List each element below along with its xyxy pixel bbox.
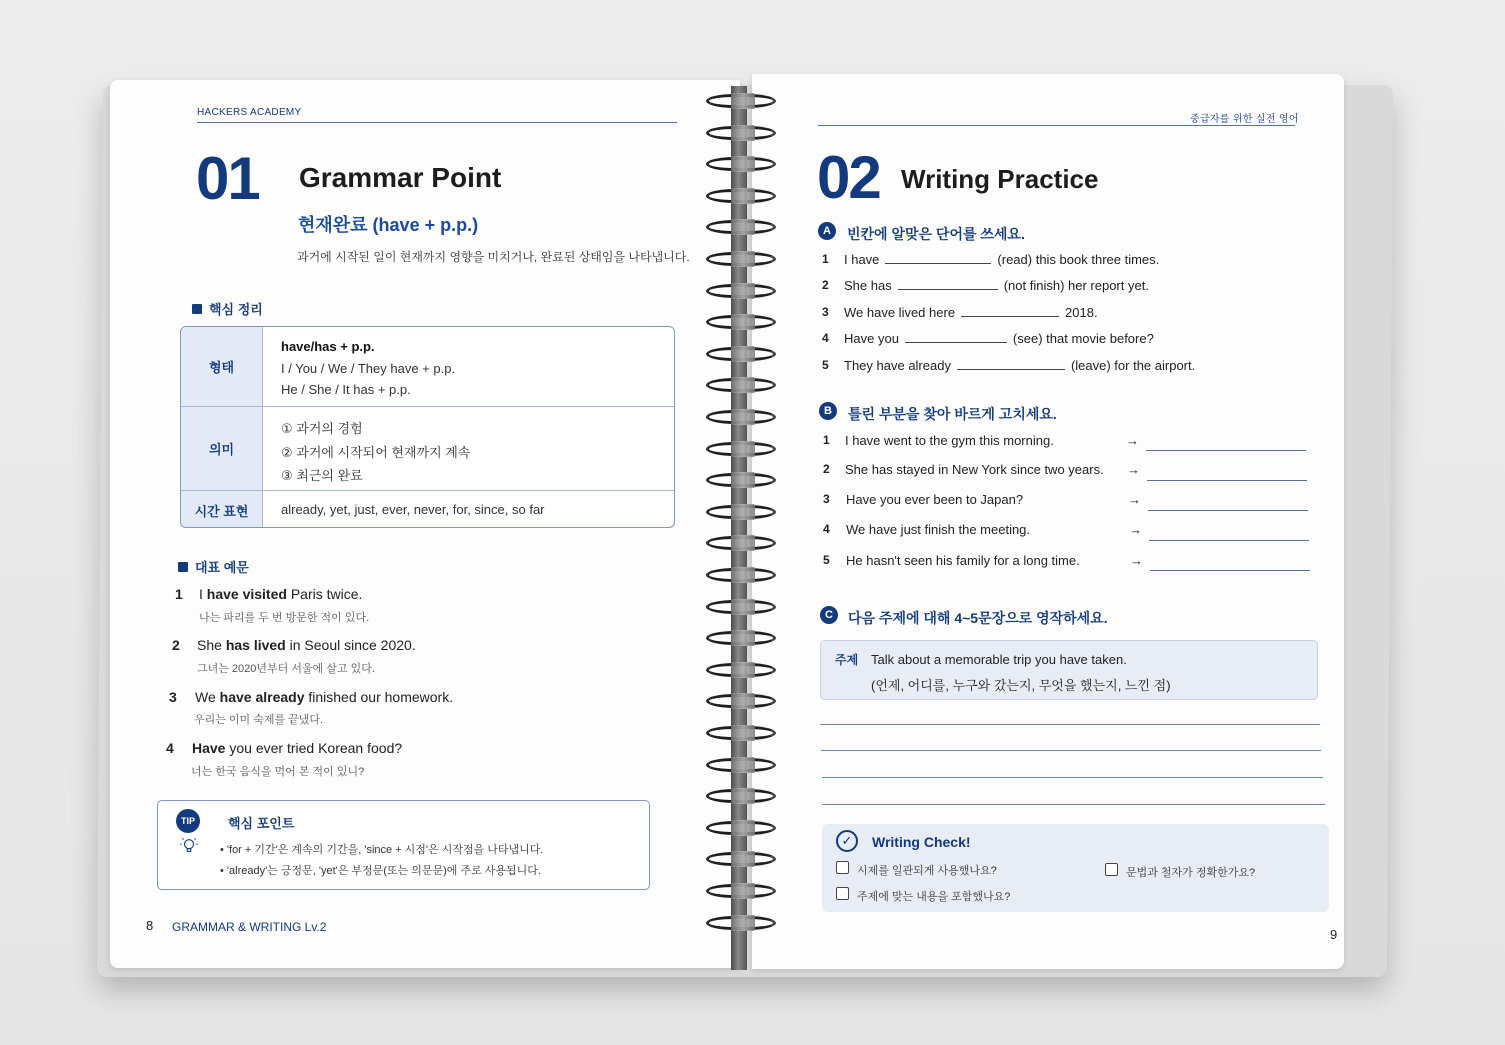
example-sentence: We have already finished our homework. (195, 689, 454, 705)
example-sentence: I have visited Paris twice. (199, 586, 363, 602)
right-page-number: 9 (1330, 927, 1338, 942)
question-number: 4 (823, 522, 830, 536)
section-title-writing: Writing Practice (901, 164, 1099, 194)
spiral-ring (706, 189, 776, 203)
example-sentence: Have you ever tried Korean food? (192, 740, 403, 756)
question-number: 3 (823, 492, 830, 506)
table-row-meaning (181, 407, 674, 491)
answer-blank[interactable] (957, 360, 1065, 370)
spiral-ring (706, 157, 776, 171)
checklist-checkbox[interactable] (836, 861, 849, 874)
spiral-ring (706, 663, 776, 677)
checklist-label: 시제를 일관되게 사용했나요? (857, 865, 997, 877)
tip-box (157, 800, 650, 890)
spiral-ring (706, 410, 776, 424)
correction-question: He hasn't seen his family for a long time. (846, 553, 1080, 568)
correction-question: She has stayed in New York since two years. (845, 462, 1104, 477)
fill-blank-question: I have (read) this book three times. (844, 252, 1160, 267)
tip-line: • 'already'는 긍정문, 'yet'은 부정문(또는 의문문)에 주로 사용됩니다. (220, 865, 541, 877)
table-row-form (181, 327, 674, 407)
part-a-badge: A (818, 222, 836, 240)
time-line: already, yet, just, ever, never, for, since, so far (281, 502, 545, 517)
summary-heading (192, 299, 263, 318)
example-translation: 우리는 이미 숙제를 끝냈다. (194, 714, 324, 726)
fill-blank-question: Have you (see) that movie before? (844, 331, 1154, 346)
example-number: 1 (175, 586, 183, 602)
section-title-grammar: Grammar Point (299, 162, 502, 193)
form-line: He / She / It has + p.p. (281, 382, 411, 397)
correction-question: We have just finish the meeting. (846, 522, 1031, 537)
spiral-ring (706, 94, 776, 108)
answer-line[interactable] (1146, 450, 1306, 451)
spiral-ring (706, 884, 776, 898)
square-bullet-icon (192, 304, 202, 314)
arrow-icon: → (1130, 553, 1143, 568)
table-row-time (181, 491, 674, 528)
correction-question: I have went to the gym this morning. (845, 433, 1054, 448)
lightbulb-icon (180, 837, 198, 855)
part-c-badge: C (820, 606, 838, 624)
answer-line[interactable] (1148, 510, 1308, 511)
example-number: 3 (169, 689, 177, 705)
section-number-02: 02 (817, 144, 880, 211)
left-header: HACKERS ACADEMY (197, 107, 302, 118)
summary-heading-text: 핵심 정리 (209, 302, 263, 317)
spiral-ring (706, 126, 776, 140)
form-line: I / You / We / They have + p.p. (281, 361, 456, 376)
arrow-icon: → (1129, 522, 1142, 537)
topic-box (820, 640, 1318, 700)
writing-line[interactable] (822, 804, 1325, 805)
example-translation: 그녀는 2020년부터 서울에 살고 있다. (197, 663, 375, 675)
spiral-ring (706, 852, 776, 866)
time-label: 시간 표현 (181, 491, 263, 528)
arrow-icon: → (1126, 433, 1139, 448)
checklist-checkbox[interactable] (1105, 863, 1118, 876)
spiral-ring (706, 378, 776, 392)
form-label: 형태 (181, 327, 263, 406)
writing-line[interactable] (822, 777, 1323, 778)
fill-blank-question: They have already (leave) for the airport. (844, 358, 1196, 373)
spiral-ring (706, 284, 776, 298)
topic-hint: (언제, 어디를, 누구와 갔는지, 무엇을 했는지, 느낀 점) (871, 678, 1171, 693)
spiral-ring (706, 220, 776, 234)
question-number: 2 (822, 278, 829, 292)
example-number: 2 (172, 637, 180, 653)
spiral-ring (706, 789, 776, 803)
left-footer: GRAMMAR & WRITING Lv.2 (172, 920, 327, 934)
checklist-label: 문법과 철자가 정확한가요? (1126, 867, 1256, 879)
section-number-01: 01 (196, 145, 259, 212)
spiral-ring (706, 536, 776, 550)
form-line: have/has + p.p. (281, 339, 375, 354)
question-number: 5 (822, 358, 829, 372)
examples-heading (178, 557, 249, 576)
tip-line: • 'for + 기간'은 계속의 기간을, 'since + 시점'은 시작점을 나타냅니다. (220, 844, 544, 856)
topic-label: 주제 (835, 653, 859, 667)
grammar-description: 과거에 시작된 일이 현재까지 영향을 미치거나, 완료된 상태임을 나타냅니다. (297, 250, 690, 264)
example-translation: 너는 한국 음식을 먹어 본 적이 있니? (191, 766, 365, 778)
correction-question: Have you ever been to Japan? (846, 492, 1024, 507)
spiral-ring (706, 473, 776, 487)
spiral-ring (706, 631, 776, 645)
question-number: 4 (822, 331, 829, 345)
meaning-line: ① 과거의 경험 (281, 421, 363, 436)
answer-blank[interactable] (885, 254, 991, 264)
meaning-line: ② 과거에 시작되어 현재까지 계속 (281, 445, 471, 460)
answer-line[interactable] (1150, 570, 1310, 571)
writing-line[interactable] (820, 724, 1320, 725)
spiral-ring (706, 505, 776, 519)
spiral-ring (706, 694, 776, 708)
spiral-ring (706, 442, 776, 456)
tip-badge: TIP (176, 809, 200, 833)
square-bullet-icon (178, 562, 188, 572)
answer-line[interactable] (1147, 480, 1307, 481)
fill-blank-question: We have lived here 2018. (844, 305, 1098, 320)
spiral-ring (706, 568, 776, 582)
fill-blank-question: She has (not finish) her report yet. (844, 278, 1149, 293)
meaning-line: ③ 최근의 완료 (281, 468, 363, 483)
examples-heading-text: 대표 예문 (195, 560, 249, 575)
part-b-badge: B (819, 402, 837, 420)
right-header-rule (818, 125, 1295, 126)
question-number: 3 (822, 305, 829, 319)
spiral-ring (706, 758, 776, 772)
right-header: 중급자를 위한 실전 영어 (1190, 114, 1299, 125)
answer-blank[interactable] (898, 280, 998, 290)
summary-table (180, 326, 675, 528)
arrow-icon: → (1128, 492, 1141, 507)
question-number: 1 (823, 433, 830, 447)
spiral-ring (706, 252, 776, 266)
grammar-subtitle: 현재완료 (have + p.p.) (298, 215, 479, 235)
writing-line[interactable] (821, 750, 1321, 751)
example-sentence: She has lived in Seoul since 2020. (197, 637, 416, 653)
example-translation: 나는 파리를 두 번 방문한 적이 있다. (199, 612, 370, 624)
tip-title: 핵심 포인트 (228, 816, 295, 831)
writing-check-title: Writing Check! (872, 834, 971, 850)
part-a-instruction: 빈칸에 알맞은 단어를 쓰세요. (847, 226, 1025, 242)
checklist-label: 주제에 맞는 내용을 포함했나요? (857, 891, 1011, 903)
spiral-ring (706, 916, 776, 930)
spiral-ring (706, 600, 776, 614)
spiral-ring (706, 821, 776, 835)
check-circle-icon: ✓ (836, 830, 858, 852)
spiral-ring (706, 315, 776, 329)
arrow-icon: → (1127, 462, 1140, 477)
spiral-ring (706, 347, 776, 361)
checklist-checkbox[interactable] (836, 887, 849, 900)
writing-check-panel (822, 824, 1329, 912)
question-number: 1 (822, 252, 829, 266)
example-number: 4 (166, 740, 174, 756)
part-c-instruction: 다음 주제에 대해 4~5문장으로 영작하세요. (848, 610, 1108, 626)
topic-prompt: Talk about a memorable trip you have taken. (871, 652, 1127, 667)
left-header-rule (197, 122, 677, 123)
answer-blank[interactable] (905, 333, 1007, 343)
question-number: 2 (823, 462, 830, 476)
answer-line[interactable] (1149, 540, 1309, 541)
meaning-label: 의미 (181, 407, 263, 490)
answer-blank[interactable] (961, 307, 1059, 317)
left-page-number: 8 (146, 918, 154, 933)
question-number: 5 (823, 553, 830, 567)
part-b-instruction: 틀린 부분을 찾아 바르게 고치세요. (848, 406, 1057, 422)
spiral-ring (706, 726, 776, 740)
